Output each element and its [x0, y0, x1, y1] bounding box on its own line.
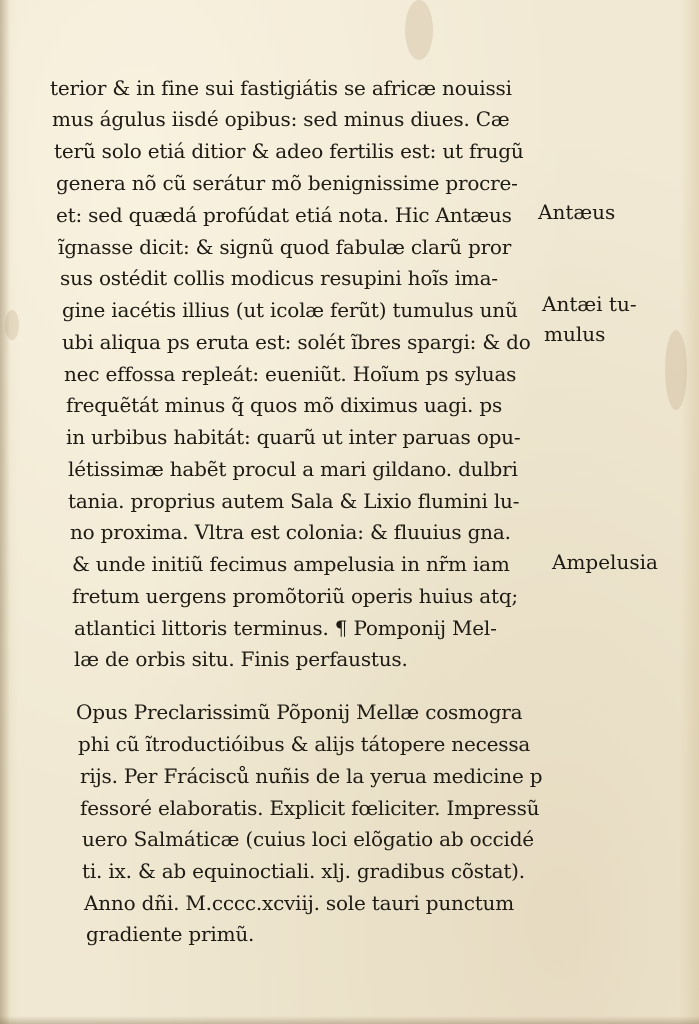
- text-line: gine iacétis illius (ut icolæ ferũt) tumulus unũ: [62, 298, 518, 322]
- page-left-edge-shadow: [0, 0, 10, 1024]
- colophon-line: Anno dñi. M.cccc.xcviij. sole tauri punctum: [84, 891, 514, 915]
- text-line: terũ solo etiá ditior & adeo fertilis est: ut frugũ: [54, 139, 524, 163]
- paper-stain: [405, 0, 433, 60]
- text-line: no proxima. Vltra est colonia: & fluuius gna.: [70, 520, 511, 544]
- text-line: & unde initiũ fecimus ampelusia in nr̃m iam: [72, 552, 510, 576]
- text-line: létissimæ habẽt procul a mari gildano. dulbri: [68, 457, 518, 481]
- text-line: in urbibus habitát: quarũ ut inter paruas opu-: [66, 425, 521, 449]
- text-line: et: sed quædá profúdat etiá nota. Hic Antæus: [56, 203, 512, 227]
- margin-note-antaei-tumulus-2: mulus: [544, 322, 606, 346]
- text-line: genera nõ cũ serátur mõ benignissime procre-: [56, 171, 518, 195]
- text-line: atlantici littoris terminus. ¶ Pomponij Mel-: [74, 616, 497, 640]
- colophon-line: ti. ix. & ab equinoctiali. xlj. gradibus cõstat).: [82, 859, 525, 883]
- text-line: ubi aliqua ps eruta est: solét ĩbres spargi: & do: [62, 330, 531, 354]
- margin-note-antaeus: Antæus: [538, 200, 616, 224]
- page-bottom-edge-shadow: [0, 1016, 699, 1024]
- text-line: ĩgnasse dicit: & signũ quod fabulæ clarũ pror: [58, 235, 512, 259]
- colophon-line: uero Salmáticæ (cuius loci elõgatio ab occidé: [82, 827, 534, 851]
- colophon-line: phi cũ ĩtroductióibus & alijs tátopere necessa: [78, 732, 531, 756]
- text-line: tania. proprius autem Sala & Lixio flumini lu-: [68, 489, 520, 513]
- text-line: mus águlus iisdé opibus: sed minus diues. Cæ: [52, 107, 510, 131]
- text-line: terior & in fine sui fastigiátis se africæ nouissi: [50, 76, 512, 100]
- text-line: sus ostédit collis modicus resupini hoĩs ima-: [60, 266, 498, 290]
- colophon-line: gradiente primũ.: [86, 922, 255, 946]
- colophon-line: fessoré elaboratis. Explicit fœliciter. Impressũ: [80, 796, 540, 820]
- paper-stain: [5, 310, 19, 340]
- text-line: frequẽtát minus q̃ quos mõ diximus uagi. ps: [66, 393, 503, 417]
- margin-note-antaei-tumulus-1: Antæi tu-: [542, 292, 637, 316]
- text-line: læ de orbis situ. Finis perfaustus.: [74, 647, 408, 671]
- colophon-line: Opus Preclarissimũ Põponij Mellæ cosmogra: [76, 700, 523, 724]
- paper-stain: [665, 330, 687, 410]
- colophon-line: rijs. Per Frácisců nuñis de la yerua medicine p: [80, 764, 543, 788]
- text-line: nec effossa repleát: eueniũt. Hoĩum ps syluas: [64, 362, 517, 386]
- margin-note-ampelusia: Ampelusia: [552, 550, 658, 574]
- text-line: fretum uergens promõtoriũ operis huius atq;: [72, 584, 518, 608]
